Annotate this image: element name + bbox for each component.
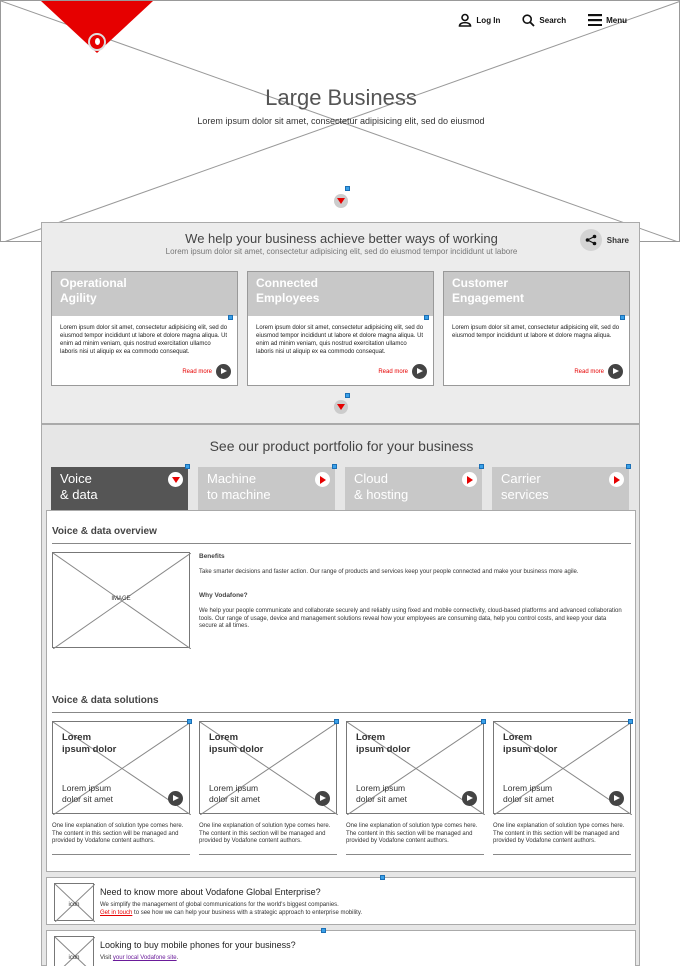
scroll-down-button[interactable]: [334, 194, 348, 208]
why-vodafone-text: We help your people communicate and collaborate securely and reliably using fixed and mobile connectivity, cloud-based platforms and advanced collaboration tools. Our range of usage, device and management solutions reveal how your employees are consuming data, help you control costs, and keep your data secure at all times.: [199, 608, 622, 629]
solution-tile[interactable]: [493, 721, 631, 814]
promo-text-post: .: [176, 955, 179, 961]
divider: [52, 543, 631, 544]
solution-title: [503, 732, 557, 756]
play-icon[interactable]: [168, 791, 183, 806]
hero-title: Large Business: [265, 85, 417, 110]
read-more-label: Read more: [182, 368, 212, 375]
hamburger-icon: [588, 14, 602, 26]
annotation-pin: [424, 315, 429, 320]
section-subtitle: Lorem ipsum dolor sit amet, consectetur adipisicing elit, sed do eiusmod tempor incididunt ut labore: [165, 247, 518, 256]
card-title: [52, 272, 237, 316]
solution-title-line2: ipsum dolor: [356, 744, 411, 755]
annotation-pin: [628, 719, 633, 724]
promo-text-line2: [100, 910, 620, 918]
tab-label-line1: Voice: [60, 471, 92, 486]
chevron-right-icon: [609, 472, 624, 487]
solution-title: [62, 732, 116, 756]
chevron-right-icon: [462, 472, 477, 487]
annotation-pin: [620, 315, 625, 320]
card-title: [248, 272, 433, 316]
solution-title-line2: ipsum dolor: [62, 744, 117, 755]
ways-of-working-section: [41, 222, 640, 424]
solution-title: [209, 732, 263, 756]
promo-text: [100, 955, 620, 963]
search-label: Search: [539, 15, 567, 25]
user-icon: [458, 13, 472, 27]
solution-sub-line1: Lorem ipsum: [209, 783, 259, 793]
play-icon[interactable]: [609, 791, 624, 806]
annotation-pin: [345, 393, 350, 398]
card-connected-employees: [247, 271, 434, 386]
solution-sub-line2: dolor sit amet: [356, 794, 408, 804]
solution-title-line2: ipsum dolor: [209, 744, 264, 755]
play-icon: [608, 364, 623, 379]
play-icon[interactable]: [315, 791, 330, 806]
tab-label-line2: & hosting: [354, 487, 409, 502]
share-button[interactable]: [580, 229, 629, 251]
solution-sub-line1: Lorem ipsum: [62, 783, 112, 793]
solution-sub-line2: dolor sit amet: [503, 794, 555, 804]
divider: [199, 854, 337, 855]
login-link[interactable]: [458, 13, 500, 27]
tab-label-line2: & data: [60, 487, 98, 502]
overview-heading: Voice & data overview: [52, 526, 157, 537]
get-in-touch-link[interactable]: Get in touch: [100, 909, 133, 916]
solution-title-line1: Lorem: [503, 732, 533, 743]
solution-description: One line explanation of solution type comes here. The content in this section will be managed and provided by Vodafone content authors.: [52, 823, 184, 844]
menu-label: Menu: [606, 15, 627, 25]
chevron-down-icon: [168, 472, 183, 487]
solution-title-line1: Lorem: [356, 732, 386, 743]
annotation-pin: [185, 464, 190, 469]
tab-label-line2: to machine: [207, 487, 271, 502]
tab-machine-to-machine[interactable]: [198, 467, 335, 511]
share-label: Share: [606, 235, 629, 245]
card-body: Lorem ipsum dolor sit amet, consectetur adipisicing elit, sed do eiusmod tempor incididunt ut labore et dolore magna aliqua. Ut enim ad minim veniam, quis nostrud exercitation ullamco laboris nisi ut aliquip ex ea commodo consequat.: [60, 325, 228, 355]
search-icon: [522, 14, 535, 27]
tab-panel-voice-data: [46, 510, 636, 872]
solution-subtitle: [209, 783, 260, 805]
annotation-pin: [481, 719, 486, 724]
solution-sub-line2: dolor sit amet: [209, 794, 261, 804]
share-icon: [580, 229, 602, 251]
play-icon: [412, 364, 427, 379]
annotation-pin: [479, 464, 484, 469]
login-label: Log In: [476, 15, 501, 25]
solution-tile[interactable]: [52, 721, 190, 814]
solution-sub-line2: dolor sit amet: [62, 794, 114, 804]
overview-image: [52, 552, 190, 648]
promo-text-rest: to see how we can help your business with a strategic approach to enterprise mobility.: [132, 909, 363, 916]
solution-title-line1: Lorem: [209, 732, 239, 743]
card-title-line1: Operational: [60, 276, 127, 290]
card-title-line2: Engagement: [452, 291, 525, 305]
global-enterprise-promo: [46, 877, 636, 925]
local-vodafone-site-link[interactable]: your local Vodafone site: [112, 955, 177, 961]
play-icon[interactable]: [462, 791, 477, 806]
tab-cloud-hosting[interactable]: [345, 467, 482, 511]
tab-voice-data[interactable]: [51, 467, 188, 511]
card-title-line1: Connected: [256, 276, 319, 290]
read-more-label: Read more: [574, 368, 604, 375]
icon-label: icon: [68, 955, 80, 961]
divider: [346, 854, 484, 855]
divider: [493, 854, 631, 855]
solution-subtitle: [503, 783, 554, 805]
search-link[interactable]: [522, 14, 566, 27]
solution-title-line2: ipsum dolor: [503, 744, 558, 755]
buy-phones-promo: [46, 930, 636, 966]
scroll-down-button[interactable]: [334, 400, 348, 414]
promo-title: Looking to buy mobile phones for your business?: [100, 940, 296, 950]
annotation-pin: [345, 186, 350, 191]
card-body: Lorem ipsum dolor sit amet, consectetur adipisicing elit, sed do eiusmod tempor incididunt ut labore et dolore magna aliqua. Ut enim ad minim veniam, quis nostrud exercitation ullamco laboris nisi ut aliquip ex ea commodo consequat.: [256, 325, 424, 355]
promo-text-pre: Visit: [100, 955, 113, 961]
promo-text: [100, 902, 620, 917]
card-body: Lorem ipsum dolor sit amet, consectetur adipisicing elit, sed do eiusmod tempor incididunt ut labore et dolore magna aliqua.: [452, 325, 620, 339]
chevron-right-icon: [315, 472, 330, 487]
solution-subtitle: [62, 783, 113, 805]
image-label: IMAGE: [111, 596, 131, 602]
tab-carrier-services[interactable]: [492, 467, 629, 511]
menu-button[interactable]: [588, 14, 627, 26]
play-icon: [216, 364, 231, 379]
card-title-line2: Agility: [60, 291, 97, 305]
card-operational-agility: [51, 271, 238, 386]
annotation-pin: [187, 719, 192, 724]
benefits-text: Take smarter decisions and faster action. Our range of products and services keep your people connected and make your business more agile.: [199, 569, 579, 575]
vodafone-logo-icon[interactable]: [88, 33, 106, 51]
promo-title: Need to know more about Vodafone Global Enterprise?: [100, 887, 321, 897]
solution-sub-line1: Lorem ipsum: [356, 783, 406, 793]
image-placeholder-cross: [55, 937, 95, 966]
solution-title: [356, 732, 410, 756]
read-more-link[interactable]: [378, 364, 427, 379]
solution-tile[interactable]: [199, 721, 337, 814]
annotation-pin: [380, 875, 385, 880]
promo-icon: [54, 883, 94, 921]
section-title: See our product portfolio for your business: [209, 438, 474, 454]
tab-label-line1: Cloud: [354, 471, 388, 486]
tab-label-line1: Carrier: [501, 471, 541, 486]
annotation-pin: [332, 464, 337, 469]
why-vodafone-heading: Why Vodafone?: [199, 592, 248, 599]
solution-description: One line explanation of solution type comes here. The content in this section will be managed and provided by Vodafone content authors.: [199, 823, 331, 844]
card-title-line2: Employees: [256, 291, 320, 305]
hero-subtitle: Lorem ipsum dolor sit amet, consectetur adipisicing elit, sed do eiusmod: [197, 116, 485, 126]
divider: [52, 854, 190, 855]
tab-label-line2: services: [501, 487, 549, 502]
product-portfolio-section: [41, 424, 640, 966]
top-nav: [458, 13, 627, 27]
solution-tile[interactable]: [346, 721, 484, 814]
card-customer-engagement: [443, 271, 630, 386]
annotation-pin: [626, 464, 631, 469]
card-title: [444, 272, 629, 316]
solution-description: One line explanation of solution type comes here. The content in this section will be managed and provided by Vodafone content authors.: [346, 823, 478, 844]
promo-icon: [54, 936, 94, 966]
read-more-link[interactable]: [182, 364, 231, 379]
benefits-heading: Benefits: [199, 553, 225, 560]
solutions-heading: Voice & data solutions: [52, 695, 159, 706]
solution-description: One line explanation of solution type comes here. The content in this section will be managed and provided by Vodafone content authors.: [493, 823, 625, 844]
solution-title-line1: Lorem: [62, 732, 92, 743]
solution-sub-line1: Lorem ipsum: [503, 783, 553, 793]
annotation-pin: [228, 315, 233, 320]
card-title-line1: Customer: [452, 276, 509, 290]
annotation-pin: [321, 928, 326, 933]
read-more-label: Read more: [378, 368, 408, 375]
divider: [52, 712, 631, 713]
hero-banner: [0, 0, 680, 242]
solution-subtitle: [356, 783, 407, 805]
annotation-pin: [334, 719, 339, 724]
section-title: We help your business achieve better ways of working: [185, 231, 498, 246]
promo-text-line1: We simplify the management of global communications for the world's biggest companies.: [100, 902, 339, 908]
icon-label: icon: [68, 902, 80, 908]
tab-label-line1: Machine: [207, 471, 257, 486]
read-more-link[interactable]: [574, 364, 623, 379]
